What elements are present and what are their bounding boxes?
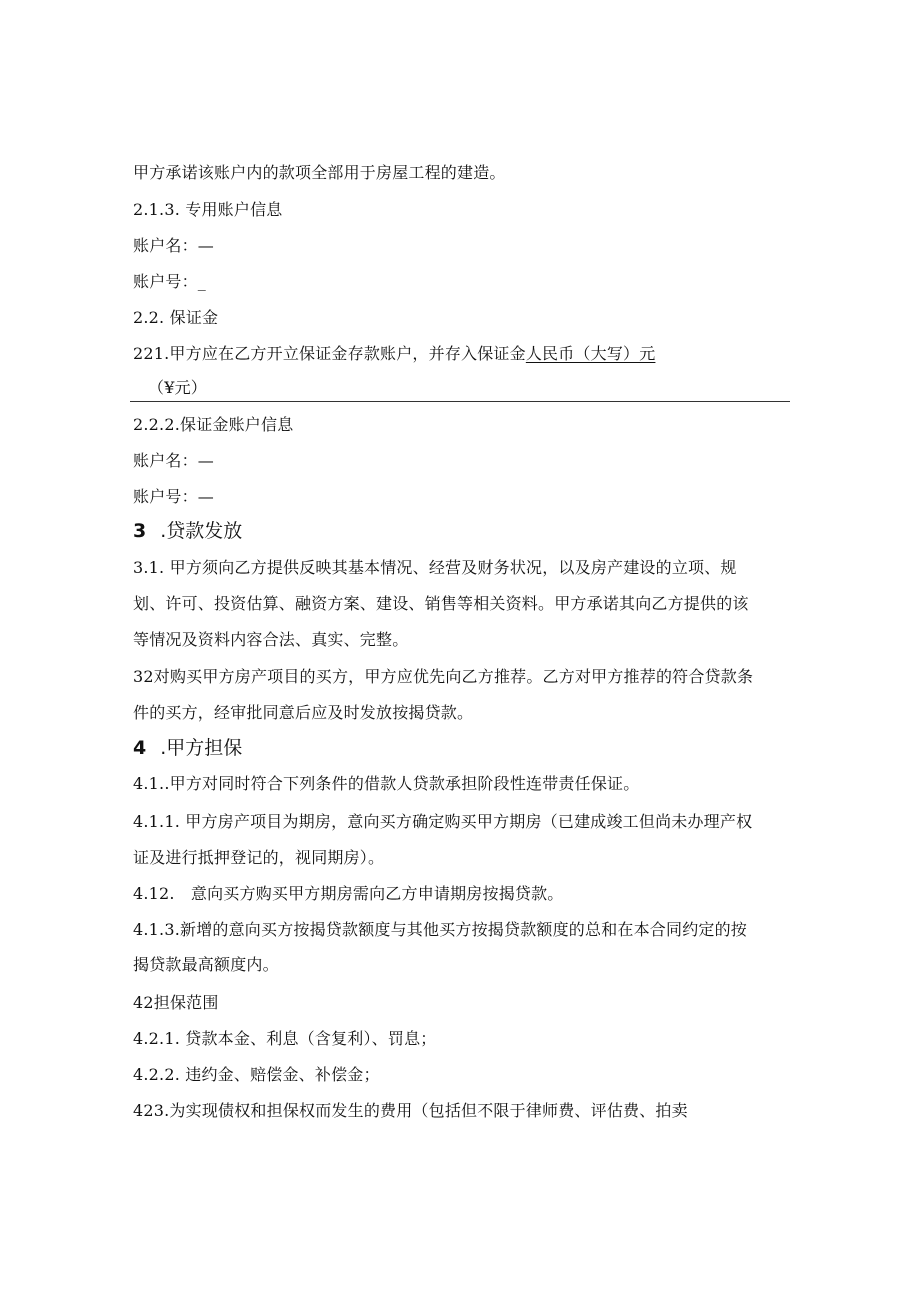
deposit-account-number-line: 账户号：— [133,487,215,506]
paragraph-line: 揭贷款最高额度内。 [133,955,279,974]
section-3-heading [133,519,242,543]
section-4-title: .甲方担保 [160,737,243,759]
section-3-title: .贷款发放 [160,520,243,542]
section-3-number: 3 [133,520,147,542]
account-number-line: 账户号：_ [133,272,207,291]
deposit-amount-underlined: 人民币（大写）元 [525,344,656,363]
section-4-heading [133,736,242,760]
section-4-2-title: 42担保范围 [133,993,219,1012]
account-name-line: 账户名：— [133,236,215,255]
paragraph-line: 证及进行抵押登记的，视同期房）。 [133,848,385,867]
section-2-2-2-title: 2.2.2.保证金账户信息 [133,415,294,434]
fill-in-rule [130,401,790,402]
paragraph-line: 划、许可、投资估算、融资方案、建设、销售等相关资料。甲方承诺其向乙方提供的该 [133,594,749,613]
paragraph-line: 等情况及资料内容合法、真实、完整。 [133,630,409,649]
paragraph-line: 4.12. 意向买方购买甲方期房需向乙方申请期房按揭贷款。 [133,884,564,903]
paragraph-line: 3.1. 甲方须向乙方提供反映其基本情况、经营及财务状况，以及房产建设的立项、规 [133,558,737,577]
paragraph-line: 4.1.3.新增的意向买方按揭贷款额度与其他买方按揭贷款额度的总和在本合同约定的按 [133,920,747,939]
paragraph-line: 件的买方，经审批同意后应及时发放按揭贷款。 [133,703,474,722]
paragraph-line: 甲方承诺该账户内的款项全部用于房屋工程的建造。 [133,163,506,182]
deposit-account-name-line: 账户名：— [133,451,215,470]
paragraph-line: 4.2.2. 违约金、赔偿金、补偿金； [133,1065,380,1084]
paragraph-line: 4.1.1. 甲方房产项目为期房，意向买方确定购买甲方期房（已建成竣工但尚未办理产权 [133,812,753,831]
deposit-clause-line [133,344,655,364]
section-2-2-title: 2.2. 保证金 [133,308,219,327]
paragraph-line: 32对购买甲方房产项目的买方，甲方应优先向乙方推荐。乙方对甲方推荐的符合贷款条 [133,667,754,686]
section-4-number: 4 [133,737,147,759]
deposit-clause-text: 221.甲方应在乙方开立保证金存款账户，并存入保证金 [133,344,526,363]
deposit-amount-yuan: （¥元） [148,378,207,397]
section-2-1-3-title: 2.1.3. 专用账户信息 [133,200,283,219]
paragraph-line: 4.1..甲方对同时符合下列条件的借款人贷款承担阶段性连带责任保证。 [133,774,640,793]
paragraph-line: 423.为实现债权和担保权而发生的费用（包括但不限于律师费、评估费、拍卖 [133,1101,688,1120]
paragraph-line: 4.2.1. 贷款本金、利息（含复利）、罚息； [133,1029,437,1048]
